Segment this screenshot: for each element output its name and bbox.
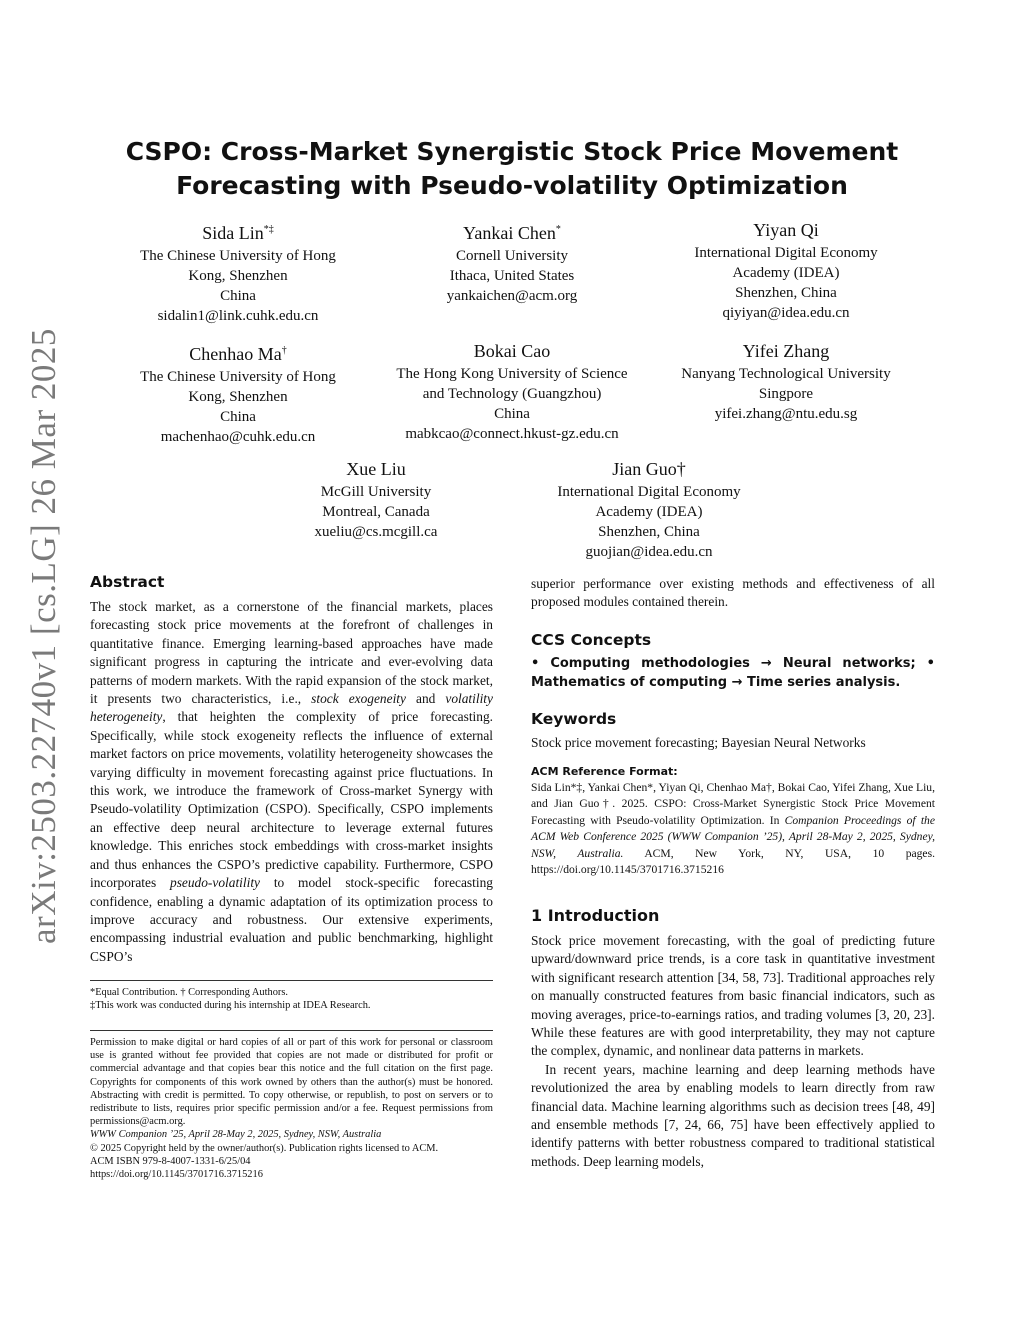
author-affiliation: International Digital Economy (694, 245, 878, 261)
acm-ref-text: Sida Lin*‡, Yankai Chen*, Yiyan Qi, Chenhao Ma†, Bokai Cao, Yifei Zhang, Xue Liu, and Jian Guo†. 2025. CSPO: Cross-Market Synergistic Stock Price Movement Forecasting with Pseudo-volatility Optimization. In Companion Proceedings of the ACM Web Conference 2025 (WWW Companion ’25), April 28-May 2, 2025, Sydney, NSW, Australia. ACM, New York, NY, USA, 10 pages. https://doi.org/10.1145/3701716.3715216 (531, 781, 935, 877)
intro-paragraph: In recent years, machine learning and deep learning methods have revolutionized the area by enabling models to learn directly from raw financial data. Machine learning algorithms such as decision trees [48, 49] and ensemble methods [7, 24, 66, 75] have been effectively applied to identify patterns with better robustness compared to traditional statistical methods. Deep learning models, (531, 1061, 935, 1169)
author-block (666, 218, 906, 323)
author-affiliation: The Hong Kong University of Science (396, 366, 628, 382)
author-email: xueliu@cs.mcgill.ca (314, 524, 438, 540)
acm-ref-heading: ACM Reference Format: (531, 765, 678, 778)
footnotes (90, 986, 493, 1012)
author-block (118, 218, 358, 326)
permission-rule (90, 1030, 493, 1031)
author-email: qiyiyan@idea.edu.cn (722, 305, 850, 321)
author-name: Jian Guo† (612, 459, 686, 479)
author-block (656, 339, 916, 424)
author-affiliation: Cornell University (455, 248, 569, 264)
author-email: mabkcao@connect.hkust-gz.edu.cn (405, 426, 619, 442)
author-affiliation: The Chinese University of Hong (140, 369, 336, 385)
author-email: guojian@idea.edu.cn (585, 544, 713, 560)
author-affiliation: China (220, 288, 256, 304)
footnote-internship: ‡This work was conducted during his internship at IDEA Research. (90, 1000, 371, 1012)
author-affiliation: Shenzhen, China (598, 524, 700, 540)
abstract-continued: superior performance over existing methods and effectiveness of all proposed modules contained therein. (531, 576, 935, 610)
author-affiliation: and Technology (Guangzhou) (422, 386, 602, 402)
keywords-text: Stock price movement forecasting; Bayesian Neural Networks (531, 735, 866, 750)
intro-text (531, 932, 935, 1171)
author-affiliation: Shenzhen, China (735, 285, 837, 301)
abstract-text: The stock market, as a cornerstone of the financial markets, places forecasting stock price movements at the forefront of challenges in quantitative finance. Emerging learning-based approaches have made significant progress in capturing the intricate and ever-evolving data patterns of modern markets. With the rapid expansion of the stock market, it presents two characteristics, i.e., stock exogeneity and volatility heterogeneity, that heighten the complexity of price forecasting. Specifically, while stock exogeneity reflects the influence of external market factors on price movements, volatility heterogeneity showcases the varying difficulty in movement forecasting against price fluctuations. In this work, we introduce the framework of Cross-market Synergy with Pseudo-volatility Optimization (CSPO). Specifically, CSPO implements an effective deep neural architecture to leverage external futures knowledge. This enriches stock embeddings with cross-market insights and thus enhances the CSPO’s predictive capability. Furthermore, CSPO incorporates pseudo-volatility to model stock-specific forecasting confidence, enabling a dynamic adaptation of its optimization process to improve accuracy and robustness. Our extensive experiments, encompassing industrial evaluation and public benchmarking, highlight CSPO’s (90, 599, 493, 964)
author-name: Yankai Chen* (463, 223, 561, 243)
author-block (392, 218, 632, 306)
keywords-heading: Keywords (531, 710, 617, 728)
author-affiliation: The Chinese University of Hong (140, 248, 336, 264)
abstract-heading: Abstract (90, 573, 165, 591)
footnote-equal-contribution: *Equal Contribution. † Corresponding Authors. (90, 987, 288, 998)
author-affiliation: Ithaca, United States (449, 268, 575, 284)
author-affiliation: McGill University (320, 484, 432, 500)
permission-block (90, 1036, 493, 1181)
intro-paragraph: Stock price movement forecasting, with the goal of predicting future upward/downward price trends, is a core task in quantitative investment with significant research attention [34, 58, 73]. Traditional approaches rely on manually constructed features from basic financial indicators, such as moving averages, price-to-earnings ratios, and trading volumes [3, 20, 23]. While these features are with good interpretability, they may not capture the complex, dynamic, and nonlinear data patterns in markets. (531, 933, 935, 1059)
author-email: yankaichen@acm.org (446, 288, 578, 304)
ccs-heading: CCS Concepts (531, 631, 652, 649)
author-affiliation: China (494, 406, 530, 422)
footnote-rule (90, 980, 493, 981)
author-block (256, 457, 496, 542)
author-affiliation: Kong, Shenzhen (188, 268, 288, 284)
author-name: Bokai Cao (473, 341, 551, 361)
author-affiliation: Kong, Shenzhen (188, 389, 288, 405)
author-block (118, 339, 358, 447)
isbn-line: ACM ISBN 979-8-4007-1331-6/25/04 (90, 1155, 251, 1167)
author-affiliation: International Digital Economy (557, 484, 741, 500)
author-affiliation: Nanyang Technological University (681, 366, 891, 382)
author-affiliation: Montreal, Canada (322, 504, 430, 520)
author-name: Yifei Zhang (742, 341, 830, 361)
intro-heading: 1 Introduction (531, 906, 660, 925)
author-block (529, 457, 769, 562)
author-affiliation: China (220, 409, 256, 425)
arxiv-stamp: arXiv:2503.22740v1 [cs.LG] 26 Mar 2025 (24, 328, 63, 944)
author-name: Chenhao Ma† (189, 344, 287, 364)
copyright-line: © 2025 Copyright held by the owner/author(s). Publication rights licensed to ACM. (90, 1142, 439, 1154)
permission-text: Permission to make digital or hard copies of all or part of this work for personal or classroom use is granted without fee provided that copies are not made or distributed for profit or commercial advantage and that copies bear this notice and the full citation on the first page. Copyrights for components of this work owned by others than the author(s) must be honored. Abstracting with credit is permitted. To copy otherwise, or republish, to post on servers or to redistribute to lists, requires prior specific permission and/or a fee. Request permissions from permissions@acm.org. (90, 1037, 493, 1128)
paper-title: CSPO: Cross-Market Synergistic Stock Price Movement Forecasting with Pseudo-volatility Optimization (125, 137, 899, 200)
author-email: yifei.zhang@ntu.edu.sg (714, 406, 858, 422)
ccs-concepts: • Computing methodologies → Neural networks; • Mathematics of computing → Time series analysis. (531, 656, 935, 690)
venue-line: WWW Companion ’25, April 28-May 2, 2025, Sydney, NSW, Australia (90, 1129, 382, 1141)
author-name: Sida Lin*‡ (202, 223, 274, 243)
author-block (372, 339, 652, 444)
author-affiliation: Singpore (758, 386, 814, 402)
doi-line: https://doi.org/10.1145/3701716.3715216 (90, 1169, 263, 1181)
author-affiliation: Academy (IDEA) (732, 265, 840, 281)
author-email: sidalin1@link.cuhk.edu.cn (157, 308, 319, 324)
author-email: machenhao@cuhk.edu.cn (160, 429, 316, 445)
author-name: Xue Liu (346, 459, 406, 479)
author-name: Yiyan Qi (753, 220, 819, 240)
author-affiliation: Academy (IDEA) (595, 504, 703, 520)
